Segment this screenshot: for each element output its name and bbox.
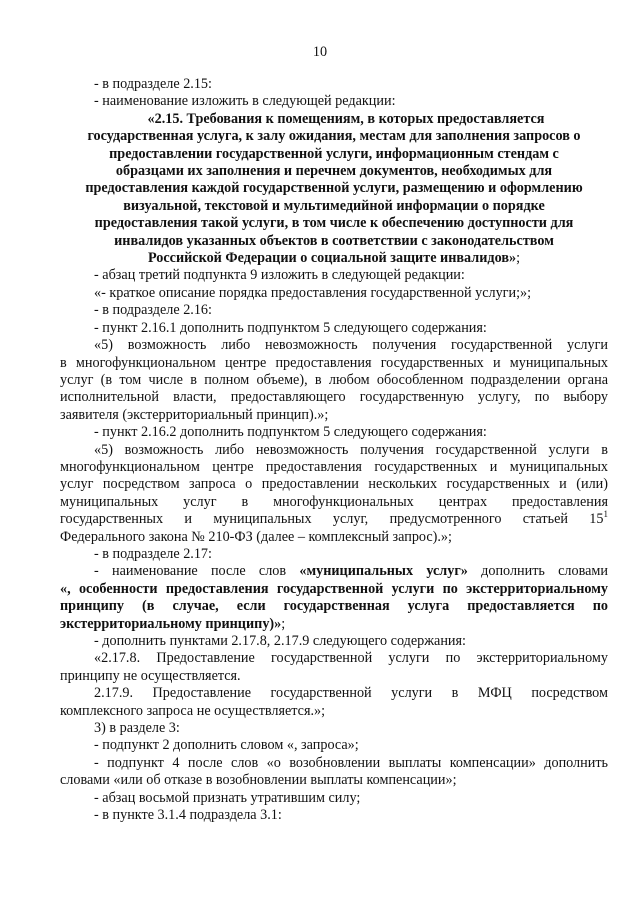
paragraph-line: Федерального закона № 210-ФЗ (далее – комплексный запрос).»; — [60, 528, 452, 545]
paragraph-line — [60, 511, 608, 528]
paragraph-naming-addition — [60, 563, 608, 633]
text-span: дополнить словами — [467, 563, 608, 580]
bold-span: принципу (в случае, если государственная услуга предоставляется по — [60, 598, 608, 615]
paragraph-line: услуг посредством запроса о предоставлении нескольких государственных и (или) — [60, 476, 608, 493]
footnote-superscript: 1 — [603, 509, 608, 520]
heading-line — [60, 250, 608, 267]
paragraph-2-17-8 — [60, 650, 608, 685]
text-line: «- краткое описание порядка предоставления государственной услуги;»; — [94, 284, 532, 301]
heading-line: предоставлении государственной услуги, информационным стендам с — [109, 145, 559, 162]
text-line: - наименование изложить в следующей редакции: — [94, 93, 396, 110]
paragraph-line — [60, 616, 608, 633]
heading-line: визуальной, текстовой и мультимедийной информации о порядке — [123, 197, 545, 214]
heading-line: инвалидов указанных объектов в соответствии с законодательством — [114, 232, 554, 249]
paragraph-line: услуг (в том числе в полном объеме), в любом обособленном подразделении органа — [60, 371, 608, 388]
bold-span: экстерриториальному принципу)» — [60, 615, 282, 632]
bold-span: «муниципальных услуг» — [299, 563, 468, 580]
paragraph-line: заявителя (экстерриториальный принцип).»; — [60, 406, 329, 423]
paragraph-subitem-4 — [60, 755, 608, 790]
paragraph-line-text: государственных и муниципальных услуг, предусмотренного статьей 15 — [60, 511, 604, 528]
heading-line-text: Российской Федерации о социальной защите инвалидов» — [147, 250, 517, 267]
paragraph-line — [60, 563, 608, 580]
text-line: - в пункте 3.1.4 подраздела 3.1: — [94, 807, 282, 824]
paragraph-line: «5) возможность либо невозможность получения государственной услуги — [94, 337, 608, 354]
paragraph-line: муниципальных услуг в многофункциональных центрах предоставления — [60, 493, 608, 510]
paragraph-line: комплексного запроса не осуществляется.»; — [60, 702, 326, 719]
paragraph-line — [60, 598, 608, 615]
paragraph-line: «2.17.8. Предоставление государственной услуги по экстерриториальному — [94, 650, 608, 667]
text-line: - абзац третий подпункта 9 изложить в следующей редакции: — [94, 267, 465, 284]
text-span: - наименование после слов — [94, 563, 300, 580]
heading-line: «2.15. Требования к помещениям, в которых предоставляется — [147, 110, 545, 127]
text-line: - в подразделе 2.17: — [94, 545, 212, 562]
paragraph-subitem-5-a — [60, 337, 608, 424]
paragraph-line: многофункциональном центре предоставления государственных и муниципальных — [60, 458, 608, 475]
paragraph-line: 2.17.9. Предоставление государственной услуги в МФЦ посредством — [94, 685, 608, 702]
text-span: ; — [281, 615, 286, 632]
paragraph-line: принципу не осуществляется. — [60, 667, 241, 684]
heading-line: предоставления такой услуги, в том числе к обеспечению доступности для — [94, 215, 574, 232]
paragraph-line — [60, 581, 608, 598]
text-line: - пункт 2.16.1 дополнить подпунктом 5 следующего содержания: — [94, 319, 487, 336]
text-line: - пункт 2.16.2 дополнить подпунктом 5 следующего содержания: — [94, 424, 487, 441]
document-body — [60, 76, 608, 824]
text-line: - в подразделе 2.16: — [94, 302, 212, 319]
heading-line: государственная услуга, к залу ожидания, местам для заполнения запросов о — [87, 128, 581, 145]
paragraph-line: в многофункциональном центре предоставления государственных и муниципальных — [60, 354, 608, 371]
paragraph-line: «5) возможность либо невозможность получения государственной услуги в — [94, 441, 608, 458]
bold-span: «, особенности предоставления государственной услуги по экстерриториальному — [60, 580, 608, 597]
heading-line: предоставления каждой государственной услуги, размещению и оформлению — [85, 180, 583, 197]
text-line: - в подразделе 2.15: — [94, 76, 212, 92]
text-line: - абзац восьмой признать утратившим силу; — [94, 789, 361, 806]
heading-line: образцами их заполнения и перечнем документов, необходимых для — [115, 163, 553, 180]
page-number: 10 — [312, 44, 328, 60]
paragraph-line: - подпункт 4 после слов «о возобновлении выплаты компенсации» дополнить — [94, 754, 608, 771]
text-line: - дополнить пунктами 2.17.8, 2.17.9 следующего содержания: — [94, 633, 466, 649]
paragraph-subitem-5-b — [60, 442, 608, 546]
paragraph-line: исполнительной власти, предоставляющего государственную услугу, по выбору — [60, 389, 608, 406]
paragraph-line: словами «или об отказе в возобновлении выплаты компенсации»; — [60, 772, 457, 789]
text-line: - подпункт 2 дополнить словом «, запроса»; — [94, 737, 359, 754]
paragraph-2-17-9 — [60, 685, 608, 720]
text-line: 3) в разделе 3: — [94, 720, 180, 737]
section-heading — [60, 111, 608, 268]
heading-tail: ; — [516, 250, 521, 267]
